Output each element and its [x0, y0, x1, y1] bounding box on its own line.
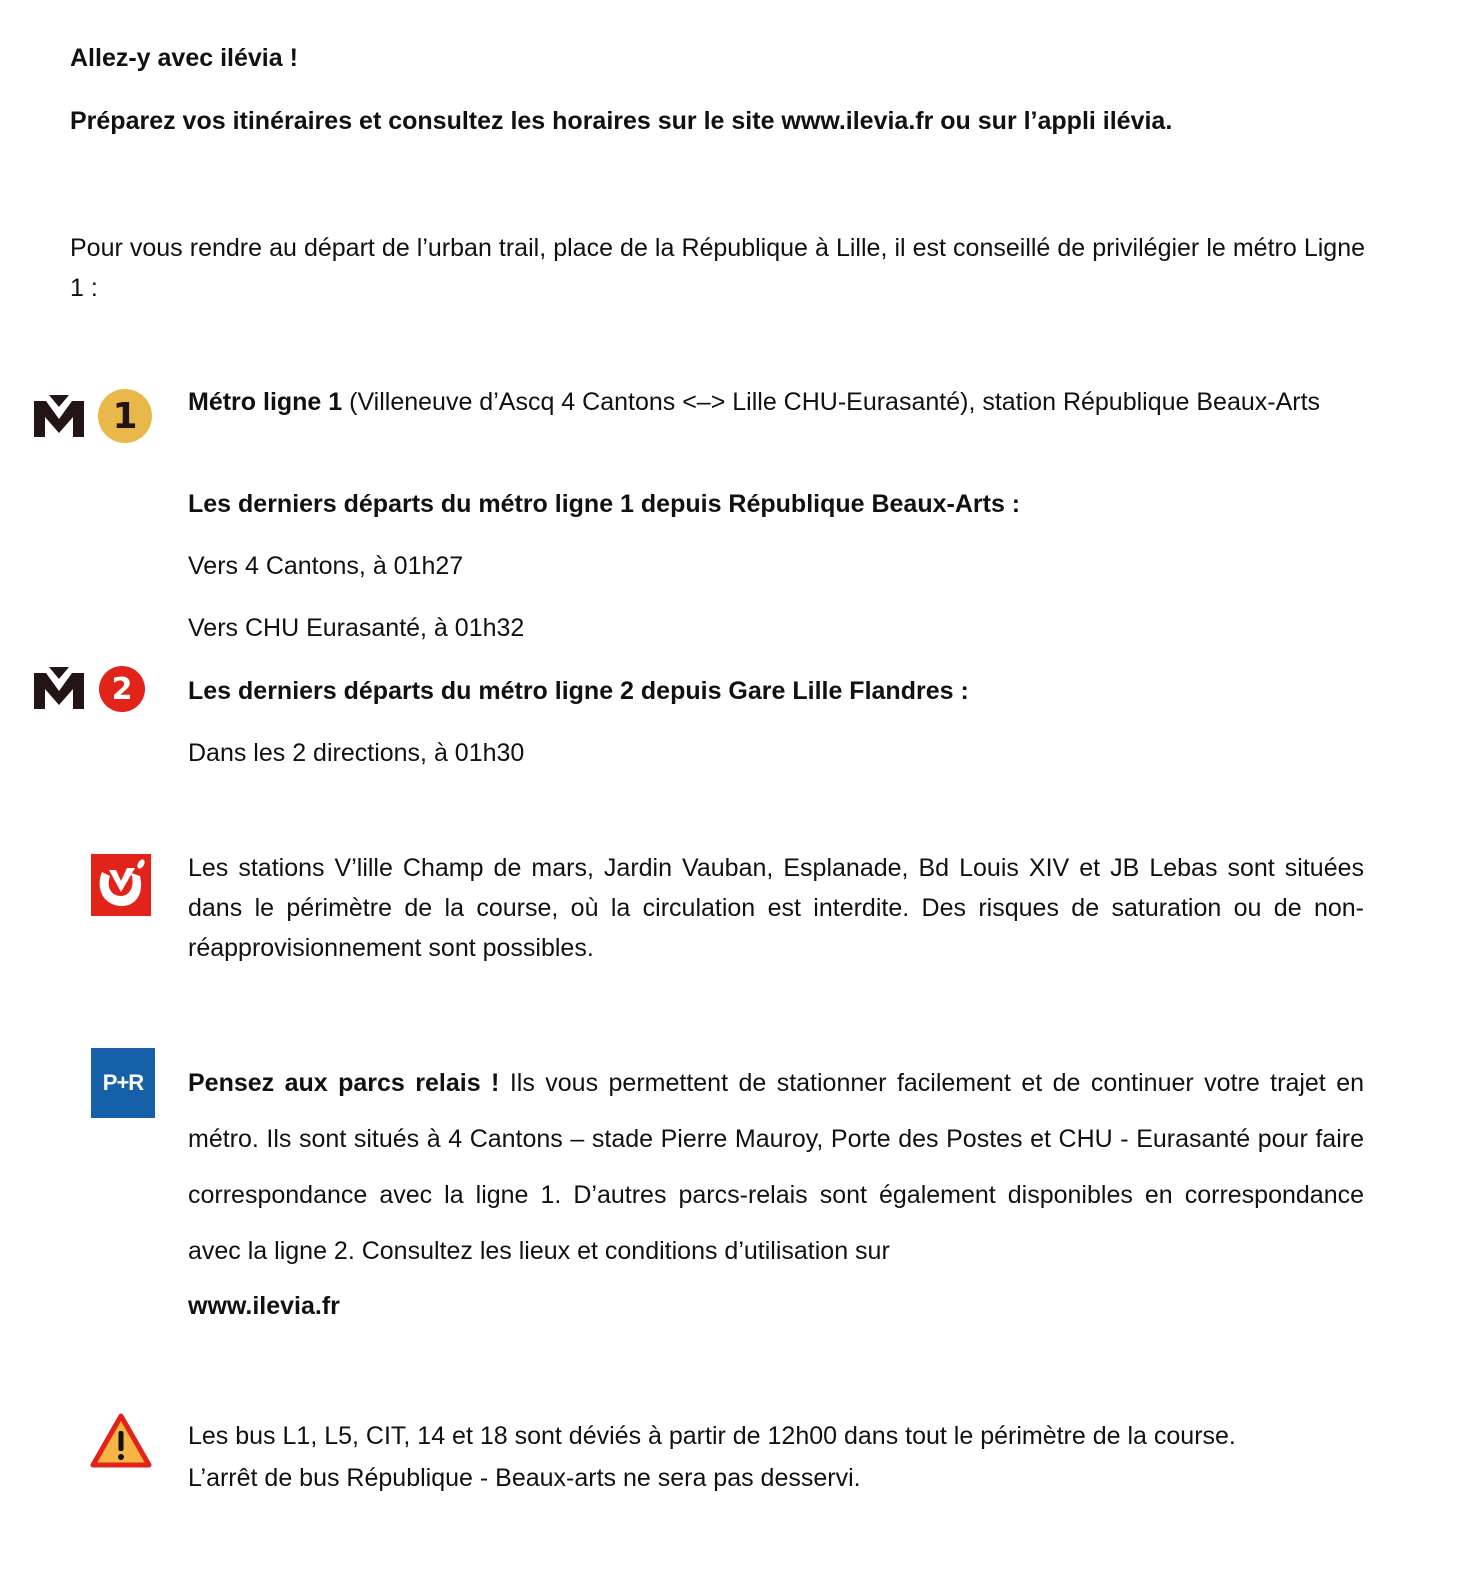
bus-warning-line: L’arrêt de bus République - Beaux-arts ne sera pas desservi.	[188, 1464, 861, 1492]
park-ride-text: Ils vous permettent de stationner facilement et de continuer votre trajet en métro. Ils sont situés à 4 Cantons – stade Pierre Mauroy, Porte des Postes et CHU - Eurasanté pour faire correspondance avec la ligne 1. D’autres parcs-relais sont également disponibles en correspondance avec la ligne 2. Consultez les lieux et conditions d’utilisation sur	[188, 1069, 1364, 1265]
line-1-badge: 1	[98, 389, 152, 443]
park-and-ride-icon: P+R	[91, 1048, 155, 1118]
metro1-line-label: Métro ligne 1	[188, 388, 343, 416]
warning-icon	[90, 1413, 152, 1469]
bus-warning-line: Les bus L1, L5, CIT, 14 et 18 sont déviés à partir de 12h00 dans tout le périmètre de la course.	[188, 1422, 1236, 1450]
metro-m-icon	[32, 395, 86, 439]
metro1-line-detail: (Villeneuve d’Ascq 4 Cantons <–> Lille CHU-Eurasanté), station République Beaux-Arts	[342, 388, 1321, 416]
ilevia-website-link[interactable]: www.ilevia.fr	[188, 1292, 340, 1320]
metro-m-icon	[32, 667, 86, 711]
intro-title: Allez-y avec ilévia !	[70, 44, 298, 72]
vlille-paragraph: Les stations V’lille Champ de mars, Jardin Vauban, Esplanade, Bd Louis XIV et JB Lebas sont situées dans le périmètre de la course, où la circulation est interdite. Des risques de saturation ou de non-réapprovisionnement sont possibles.	[188, 854, 1364, 962]
intro-subtitle: Préparez vos itinéraires et consultez les horaires sur le site www.ilevia.fr ou sur l’appli ilévia.	[70, 107, 1173, 135]
metro1-departure: Vers 4 Cantons, à 01h27	[188, 552, 464, 580]
metro2-last-departures-heading: Les derniers départs du métro ligne 2 depuis Gare Lille Flandres :	[188, 677, 969, 705]
park-ride-paragraph	[188, 1055, 1364, 1279]
vlille-icon	[91, 854, 151, 916]
metro2-departure: Dans les 2 directions, à 01h30	[188, 739, 525, 767]
park-ride-lead: Pensez aux parcs relais !	[188, 1069, 500, 1097]
metro1-departure: Vers CHU Eurasanté, à 01h32	[188, 614, 525, 642]
line-2-badge: 2	[99, 666, 145, 712]
metro1-last-departures-heading: Les derniers départs du métro ligne 1 depuis République Beaux-Arts :	[188, 490, 1021, 518]
metro1-description	[188, 382, 1368, 422]
access-paragraph: Pour vous rendre au départ de l’urban trail, place de la République à Lille, il est conseillé de privilégier le métro Ligne 1 :	[70, 234, 1365, 302]
